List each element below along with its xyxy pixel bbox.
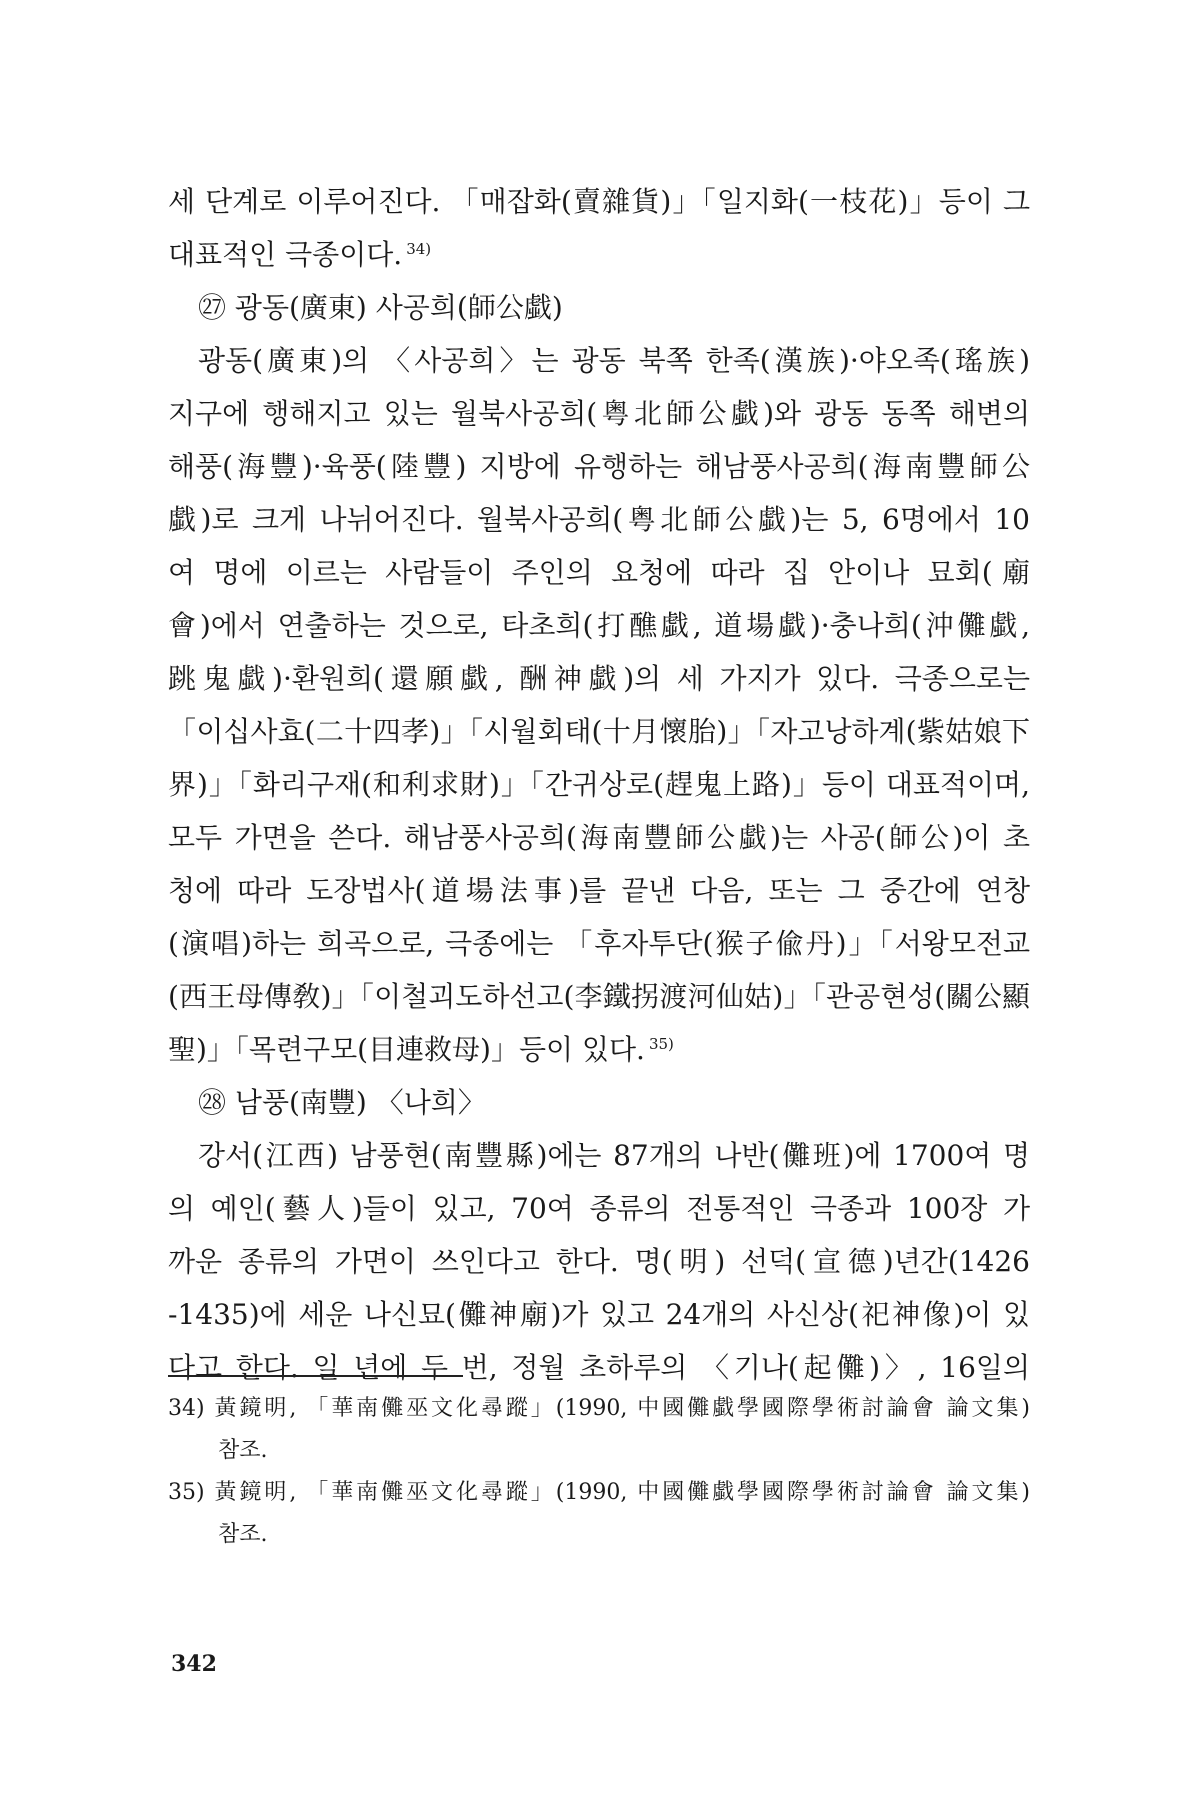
text-line bbox=[168, 758, 1030, 811]
line-text: 지구에 행해지고 있는 월북사공희(粤北師公戱)와 광동 동쪽 해변의 bbox=[168, 397, 1030, 430]
text-line bbox=[168, 1288, 1030, 1341]
line-text: 청에 따라 도장법사(道場法事)를 끝낸 다음, 또는 그 중간에 연창 bbox=[168, 874, 1030, 907]
line-text: 세 단계로 이루어진다. 「매잡화(賣雜貨)」「일지화(一枝花)」등이 그 bbox=[168, 185, 1030, 218]
footnote-marker[interactable]: 34) bbox=[406, 239, 432, 258]
line-text: 강서(江西) 남풍현(南豐縣)에는 87개의 나반(儺班)에 1700여 명 bbox=[198, 1139, 1030, 1172]
page-number: 342 bbox=[171, 1651, 217, 1677]
line-text: -1435)에 세운 나신묘(儺神廟)가 있고 24개의 사신상(祀神像)이 있 bbox=[168, 1298, 1030, 1331]
text-line bbox=[168, 917, 1030, 970]
text-line bbox=[168, 175, 1030, 228]
text-line bbox=[168, 1129, 1030, 1182]
text-line bbox=[168, 334, 1030, 387]
text-line bbox=[168, 440, 1030, 493]
text-line bbox=[168, 970, 1030, 1023]
text-line bbox=[168, 228, 1030, 281]
text-line bbox=[168, 493, 1030, 546]
footnote-marker[interactable]: 35) bbox=[648, 1034, 674, 1053]
text-line bbox=[168, 1235, 1030, 1288]
text-line bbox=[168, 599, 1030, 652]
text-line bbox=[168, 387, 1030, 440]
text-line bbox=[168, 705, 1030, 758]
text-line bbox=[168, 811, 1030, 864]
line-text: (西王母傳敎)」「이철괴도하선고(李鐵拐渡河仙姑)」「관공현성(關公顯 bbox=[168, 980, 1030, 1013]
text-line bbox=[168, 864, 1030, 917]
text-line bbox=[168, 1023, 1030, 1076]
line-text: 해풍(海豐)·육풍(陸豐) 지방에 유행하는 해남풍사공희(海南豐師公 bbox=[168, 450, 1030, 483]
line-text: 戱)로 크게 나뉘어진다. 월북사공희(粤北師公戱)는 5, 6명에서 10 bbox=[168, 503, 1030, 536]
line-text: 모두 가면을 쓴다. 해남풍사공희(海南豐師公戱)는 사공(師公)이 초 bbox=[168, 821, 1030, 854]
line-text: ㉗ 광동(廣東) 사공희(師公戱) bbox=[198, 291, 563, 324]
footnote-divider bbox=[168, 1375, 463, 1377]
line-text: 會)에서 연출하는 것으로, 타초희(打醮戱, 道場戱)·충나희(沖儺戱, bbox=[168, 609, 1030, 642]
text-line bbox=[168, 1182, 1030, 1235]
line-text: 다고 한다. 일 년에 두 번, 정월 초하루의 〈기나(起儺)〉, 16일의 bbox=[168, 1351, 1030, 1384]
line-text: 聖)」「목련구모(目連救母)」등이 있다. bbox=[168, 1033, 645, 1066]
footnotes bbox=[168, 1388, 1030, 1556]
text-line bbox=[168, 546, 1030, 599]
text-line bbox=[168, 652, 1030, 705]
line-text: 「이십사효(二十四孝)」「시월회태(十月懷胎)」「자고낭하계(紫姑娘下 bbox=[168, 715, 1030, 748]
text-line bbox=[168, 1341, 1030, 1394]
line-text: 까운 종류의 가면이 쓰인다고 한다. 명(明) 선덕(宣德)년간(1426 bbox=[168, 1245, 1030, 1278]
footnote-line-continued: 참조. bbox=[218, 1522, 268, 1547]
footnote-line-continued: 참조. bbox=[218, 1438, 268, 1463]
line-text: 광동(廣東)의 〈사공희〉는 광동 북쪽 한족(漢族)·야오족(瑤族) bbox=[198, 344, 1030, 377]
line-text: 대표적인 극종이다. bbox=[168, 238, 403, 271]
section-heading bbox=[168, 1076, 1030, 1129]
line-text: (演唱)하는 희곡으로, 극종에는 「후자투단(猴子偸丹)」「서왕모전교 bbox=[168, 927, 1030, 960]
line-text: 界)」「화리구재(和利求財)」「간귀상로(趕鬼上路)」등이 대표적이며, bbox=[168, 768, 1030, 801]
line-text: ㉘ 남풍(南豐) 〈나희〉 bbox=[198, 1086, 486, 1119]
section-heading bbox=[168, 281, 1030, 334]
footnote-line: 34) 黃鏡明, 「華南儺巫文化尋蹤」(1990, 中國儺戱學國際學術討論會 論文集) bbox=[168, 1396, 1030, 1421]
line-text: 여 명에 이르는 사람들이 주인의 요청에 따라 집 안이나 묘회(廟 bbox=[168, 556, 1030, 589]
footnote-line: 35) 黃鏡明, 「華南儺巫文化尋蹤」(1990, 中國儺戱學國際學術討論會 論文集) bbox=[168, 1480, 1030, 1505]
line-text: 跳鬼戱)·환원희(還願戱, 酬神戱)의 세 가지가 있다. 극종으로는 bbox=[168, 662, 1030, 695]
line-text: 의 예인(藝人)들이 있고, 70여 종류의 전통적인 극종과 100장 가 bbox=[168, 1192, 1030, 1225]
body-text bbox=[168, 175, 1030, 1394]
